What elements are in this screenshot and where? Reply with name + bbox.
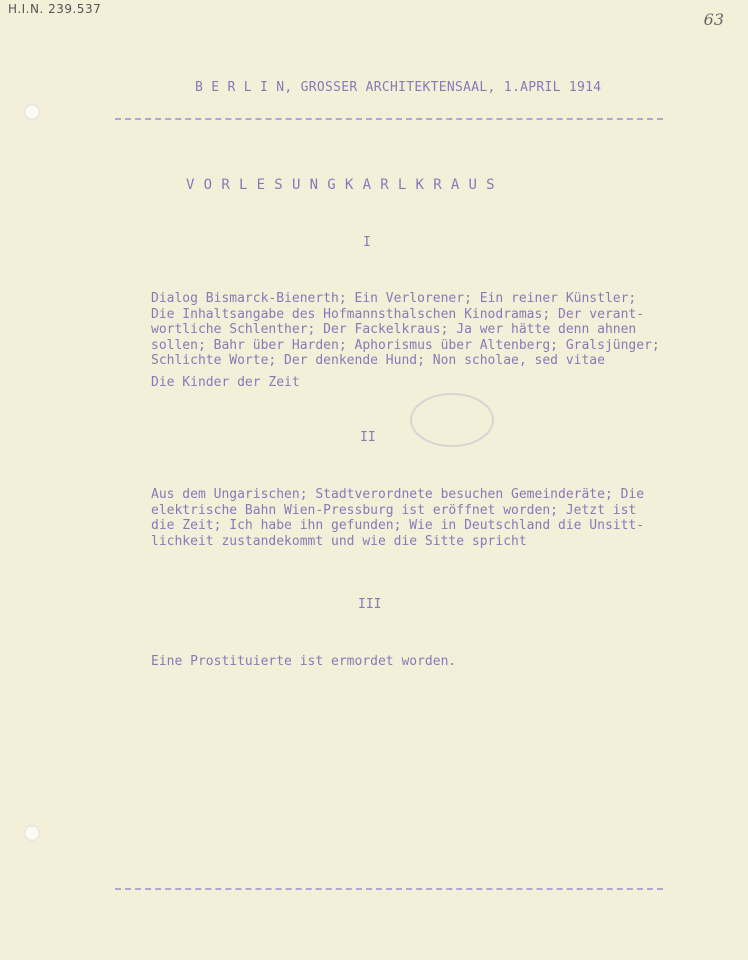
text-line: Schlichte Worte; Der denkende Hund; Non scholae, sed vitae	[151, 353, 605, 368]
text-line: die Zeit; Ich habe ihn gefunden; Wie in Deutschland die Unsitt-	[151, 518, 645, 533]
venue-date-header: B E R L I N, GROSSER ARCHITEKTENSAAL, 1.APRIL 1914	[195, 80, 602, 95]
text-line: lichkeit zustandekommt und wie die Sitte spricht	[151, 533, 527, 549]
text-line: elektrische Bahn Wien-Pressburg ist eröffnet worden; Jetzt ist	[151, 502, 637, 518]
section-1-extra: Die Kinder der Zeit	[151, 375, 300, 390]
library-stamp	[410, 393, 494, 447]
archive-number: H.I.N. 239.537	[8, 2, 102, 16]
text-line: Dialog Bismarck-Bienerth; Ein Verlorener; Ein reiner Künstler;	[151, 291, 637, 306]
text-line: sollen; Bahr über Harden; Aphorismus über Altenberg; Gralsjünger;	[151, 337, 660, 353]
text-line: wortliche Schlenther; Der Fackelkraus; Ja wer hätte denn ahnen	[151, 322, 637, 337]
punch-hole-top	[24, 104, 40, 120]
section-numeral-1: I	[363, 235, 371, 250]
document-title: V O R L E S U N G K A R L K R A U S	[186, 177, 496, 193]
text-line: Die Inhaltsangabe des Hofmannsthalschen Kinodramas; Der verant-	[151, 306, 645, 322]
dashed-rule-bottom	[115, 888, 663, 890]
section-1-text	[151, 291, 711, 369]
section-3-text	[151, 654, 711, 670]
text-line: Eine Prostituierte ist ermordet worden.	[151, 654, 457, 669]
section-2-text	[151, 487, 711, 549]
text-line: Aus dem Ungarischen; Stadtverordnete besuchen Gemeinderäte; Die	[151, 487, 645, 502]
section-numeral-3: III	[358, 597, 382, 612]
folio-number: 63	[703, 10, 724, 29]
punch-hole-bottom	[24, 825, 40, 841]
section-numeral-2: II	[360, 430, 376, 445]
dashed-rule-top	[115, 118, 663, 120]
